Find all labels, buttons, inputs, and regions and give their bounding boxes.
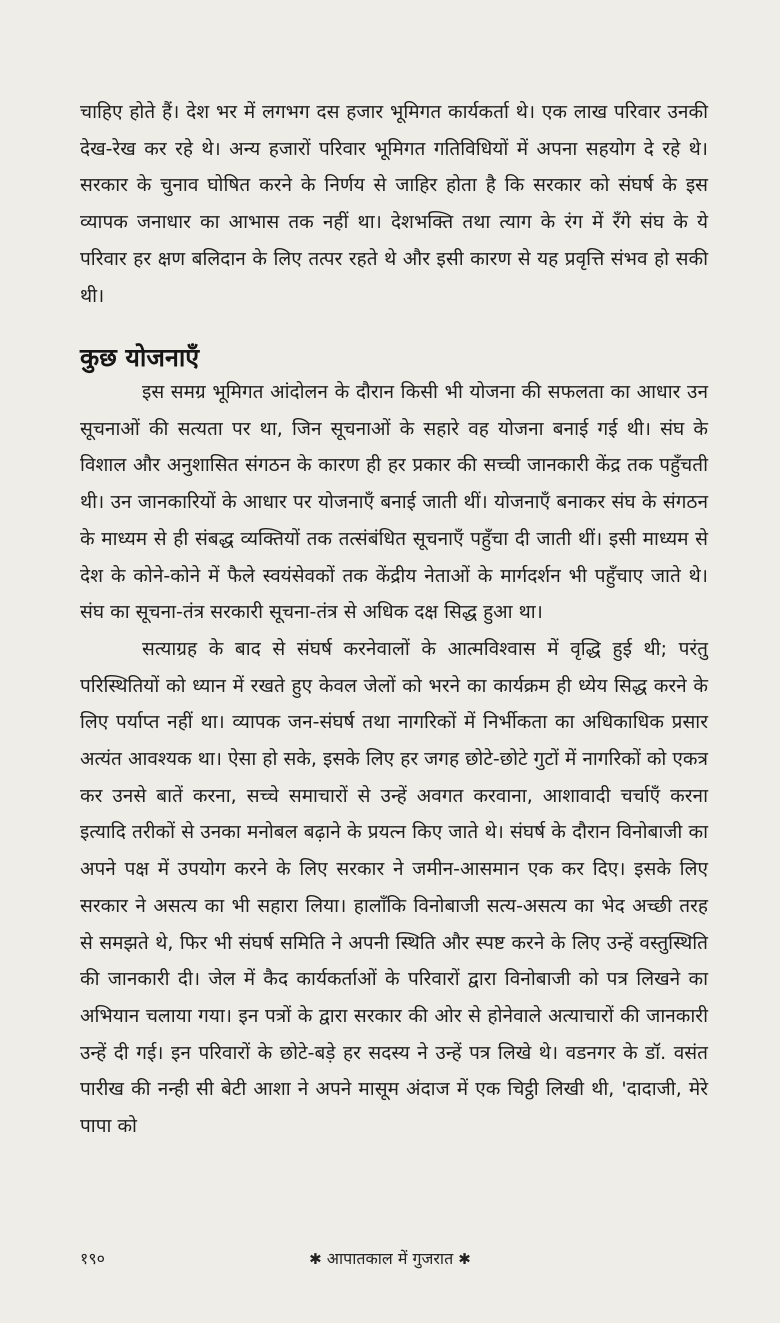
book-title: आपातकाल में गुजरात bbox=[326, 1249, 454, 1268]
asterisk-left-icon: ✱ bbox=[309, 1250, 322, 1268]
running-title bbox=[0, 1247, 780, 1269]
paragraph-satyagraha: सत्याग्रह के बाद से संघर्ष करनेवालों के आत्मविश्वास में वृद्धि हुई थी; परंतु परिस्थितियों को ध्यान में रखते हुए केवल जेलों को भरने का कार्यक्रम ही ध्येय सिद्ध करने के लिए पर्याप्त नहीं था। व्यापक जन-संघर्ष तथा नागरिकों में निर्भीकता का अधिकाधिक प्रसार अत्यंत आवश्यक था। ऐसा हो सके, इसके लिए हर जगह छोटे-छोटे गुटों में नागरिकों को एकत्र कर उनसे बातें करना, सच्चे समाचारों से उन्हें अवगत करवाना, आशावादी चर्चाएँ करना इत्यादि तरीकों से उनका मनोबल बढ़ाने के प्रयत्न किए जाते थे। संघर्ष के दौरान विनोबाजी का अपने पक्ष में उपयोग करने के लिए सरकार ने जमीन-आसमान एक कर दिए। इसके लिए सरकार ने असत्य का भी सहारा लिया। हालाँकि विनोबाजी सत्य-असत्य का भेद अच्छी तरह से समझते थे, फिर भी संघर्ष समिति ने अपनी स्थिति और स्पष्ट करने के लिए उन्हें वस्तुस्थिति की जानकारी दी। जेल में कैद कार्यकर्ताओं के परिवारों द्वारा विनोबाजी को पत्र लिखने का अभियान चलाया गया। इन पत्रों के द्वारा सरकार की ओर से होनेवाले अत्याचारों की जानकारी उन्हें दी गई। इन परिवारों के छोटे-बड़े हर सदस्य ने उन्हें पत्र लिखे थे। वडनगर के डॉ. वसंत पारीख की नन्ही सी बेटी आशा ने अपने मासूम अंदाज में एक चिट्ठी लिखी थी, 'दादाजी, मेरे पापा को bbox=[80, 637, 708, 1138]
asterisk-right-icon: ✱ bbox=[458, 1250, 471, 1268]
page-footer bbox=[0, 1245, 780, 1275]
paragraph-information-network: इस समग्र भूमिगत आंदोलन के दौरान किसी भी योजना की सफलता का आधार उन सूचनाओं की सत्यता पर था, जिन सूचनाओं के सहारे वह योजना बनाई गई थी। संघ के विशाल और अनुशासित संगठन के कारण ही हर प्रकार की सच्ची जानकारी केंद्र तक पहुँचती थी। उन जानकारियों के आधार पर योजनाएँ बनाई जाती थीं। योजनाएँ बनाकर संघ के संगठन के माध्यम से ही संबद्ध व्यक्तियों तक तत्संबंधित सूचनाएँ पहुँचा दी जाती थीं। इसी माध्यम से देश के कोने-कोने में फैले स्वयंसेवकों तक केंद्रीय नेताओं के मार्गदर्शन भी पहुँचाए जाते थे। संघ का सूचना-तंत्र सरकारी सूचना-तंत्र से अधिक दक्ष सिद्ध हुआ था। bbox=[80, 381, 708, 624]
continued-paragraph: चाहिए होते हैं। देश भर में लगभग दस हजार भूमिगत कार्यकर्ता थे। एक लाख परिवार उनकी देख-रेख कर रहे थे। अन्य हजारों परिवार भूमिगत गतिविधियों में अपना सहयोग दे रहे थे। सरकार के चुनाव घोषित करने के निर्णय से जाहिर होता है कि सरकार को संघर्ष के इस व्यापक जनाधार का आभास तक नहीं था। देशभक्ति तथा त्याग के रंग में रँगे संघ के ये परिवार हर क्षण बलिदान के लिए तत्पर रहते थे और इसी कारण से यह प्रवृत्ति संभव हो सकी थी। bbox=[80, 101, 708, 307]
top-text-block bbox=[80, 94, 708, 314]
section-heading: कुछ योजनाएँ bbox=[80, 343, 200, 372]
main-text-block bbox=[80, 374, 708, 1145]
page-number: १९० bbox=[80, 1249, 105, 1268]
